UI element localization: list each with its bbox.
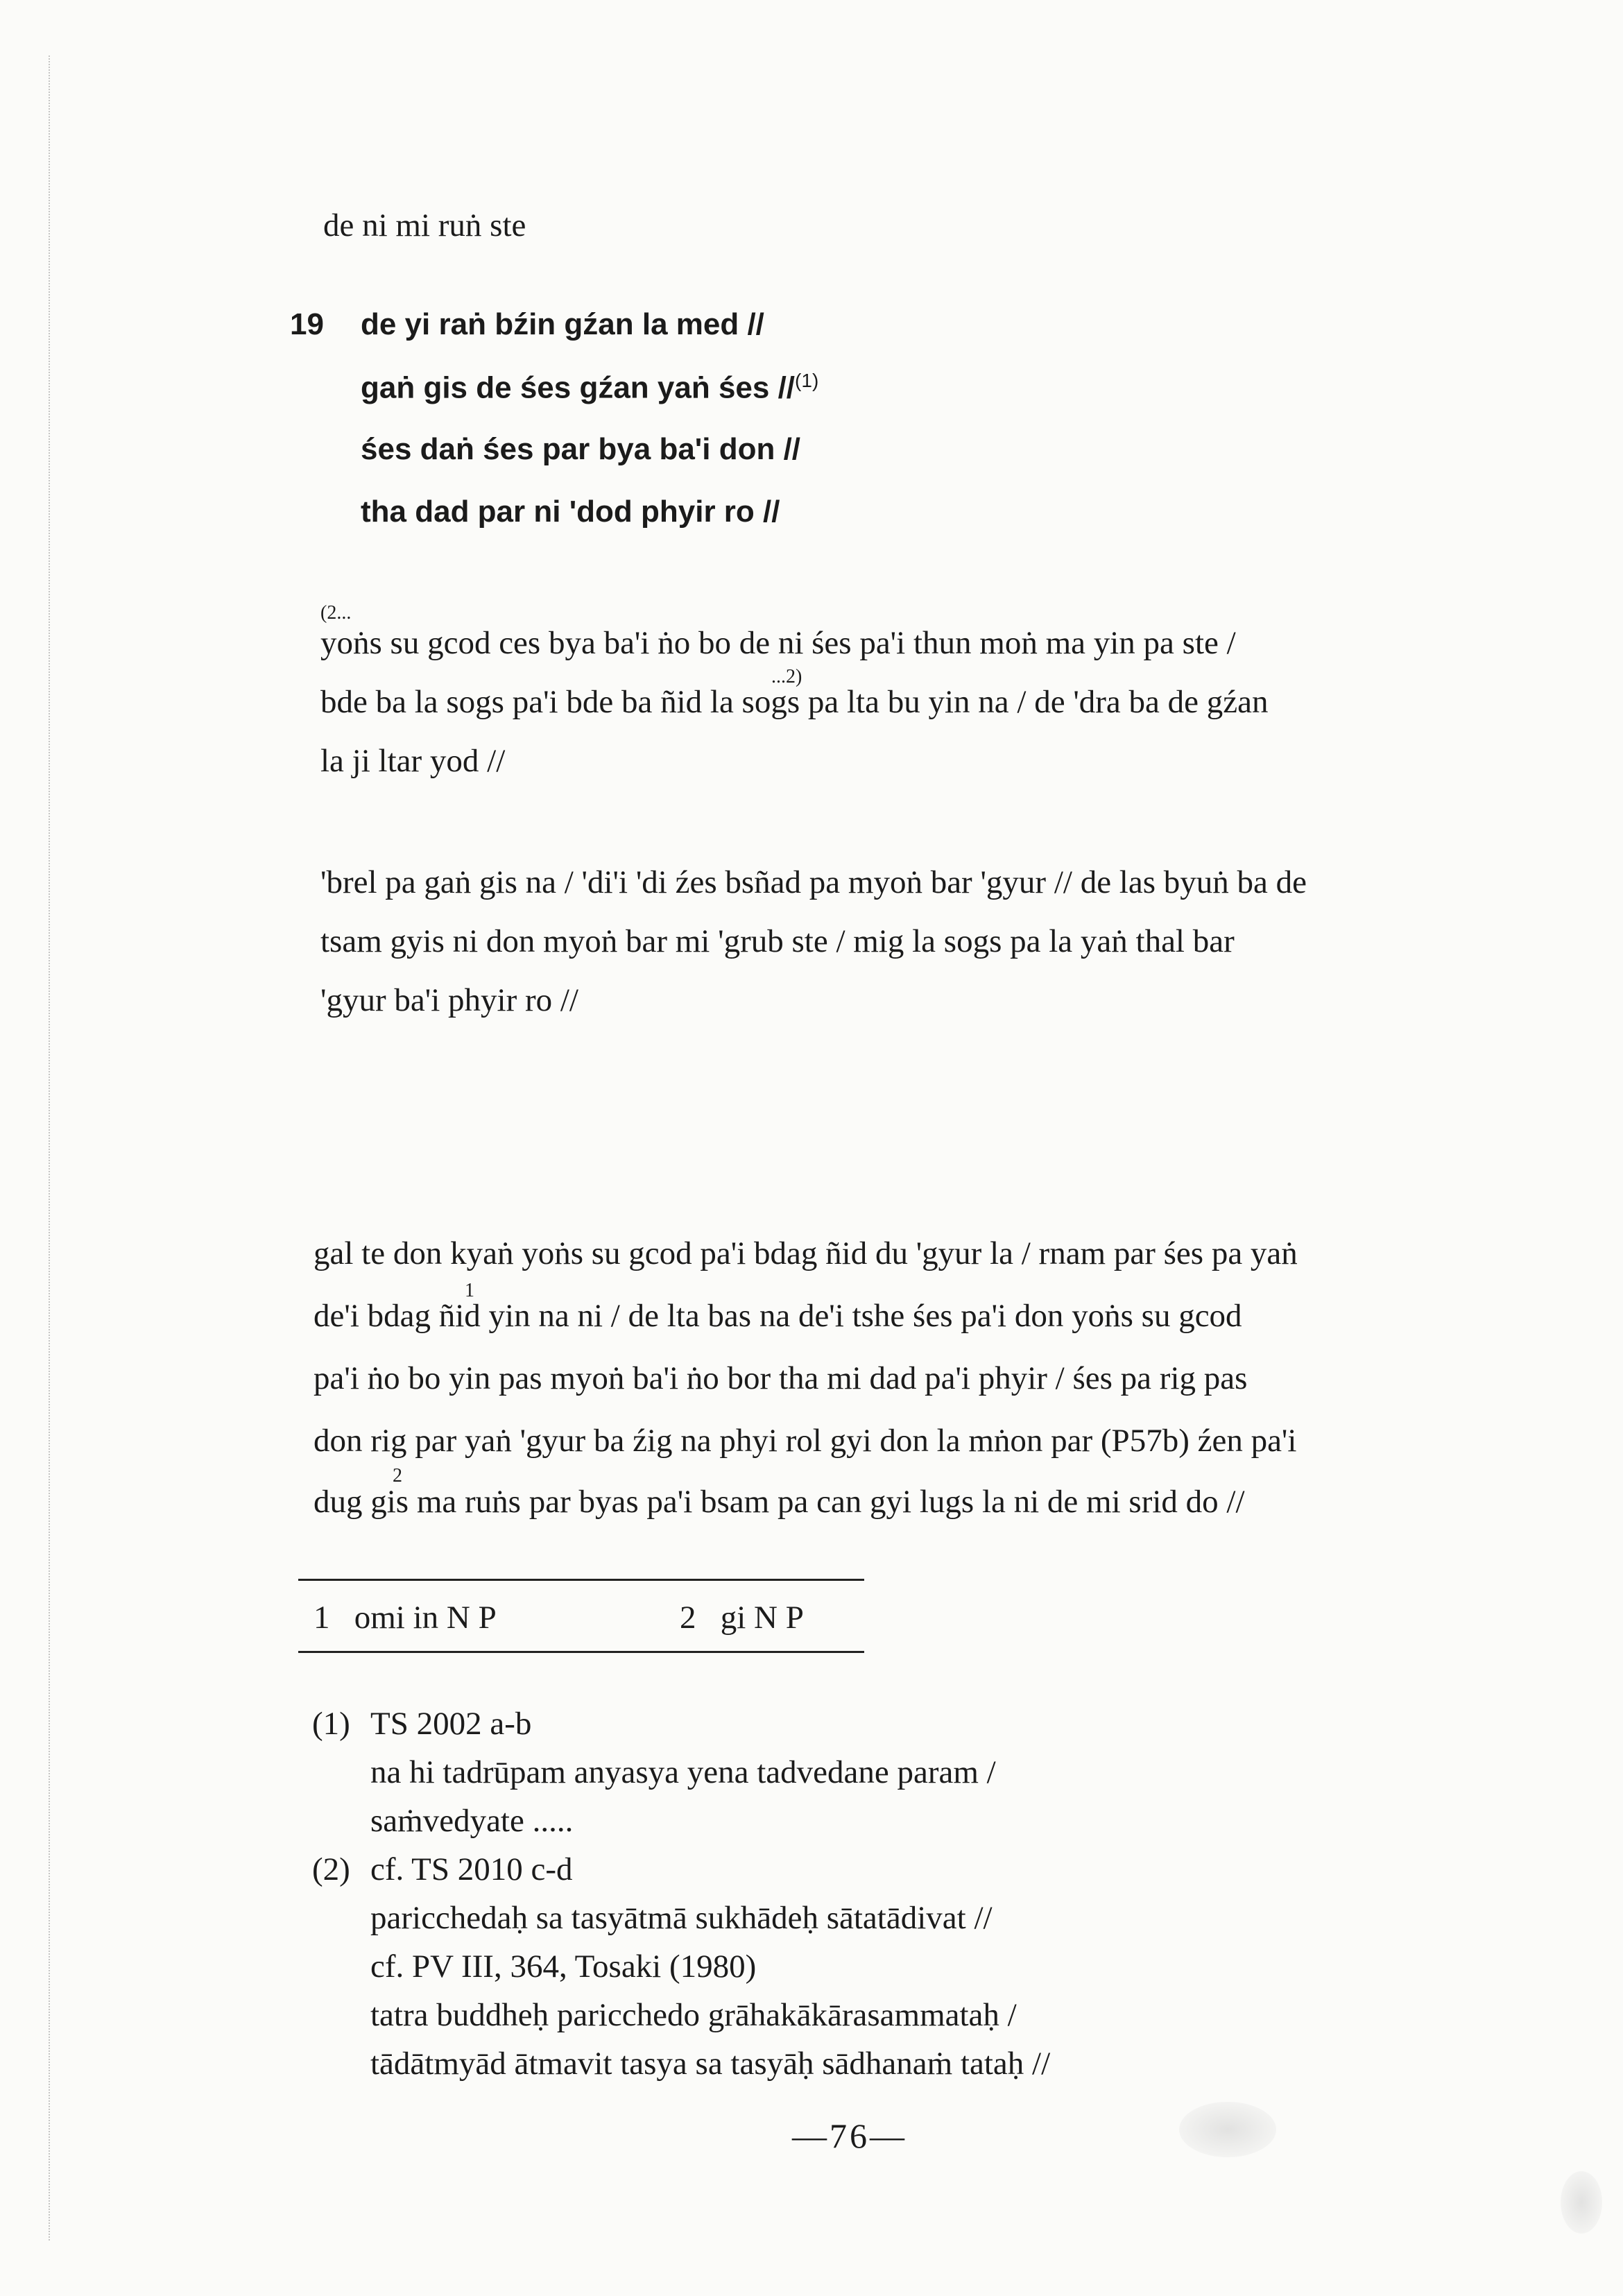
verse-number: 19: [290, 307, 324, 341]
footnote-label: (2): [312, 1851, 350, 1887]
text-line: 'gyur ba'i phyir ro //: [320, 982, 578, 1018]
footnote-line: paricchedaḥ sa tasyātmā sukhādeḥ sātatādivat //: [370, 1900, 993, 1936]
text-line: 'brel pa gaṅ gis na / 'di'i 'di źes bsñad pa myoṅ bar 'gyur // de las byuṅ ba de: [320, 864, 1307, 900]
divider: [298, 1579, 864, 1581]
text-line: tsam gyis ni don myoṅ bar mi 'grub ste / mig la sogs pa la yaṅ thal bar: [320, 923, 1235, 959]
verse-line: de yi raṅ bźin gźan la med //: [361, 307, 764, 341]
footnote-line: na hi tadrūpam anyasya yena tadvedane param /: [370, 1754, 996, 1790]
footnote-line: tatra buddheḥ paricchedo grāhakākārasammataḥ /: [370, 1997, 1017, 2033]
text-line: la ji ltar yod //: [320, 743, 506, 779]
footnote-line: tādātmyād ātmavit tasya sa tasyāḥ sādhanaṁ tataḥ //: [370, 2046, 1051, 2082]
text-line: dug gis ma ruṅs par byas pa'i bsam pa can gyi lugs la ni de mi srid do //: [314, 1484, 1245, 1520]
variant-reading: 1 omi in N P: [314, 1600, 497, 1636]
footnote-ref: ...2): [771, 666, 802, 687]
text-line: bde ba la sogs pa'i bde ba ñid la sogs pa lta bu yin na / de 'dra ba de gźan: [320, 684, 1269, 720]
footnote-line: saṁvedyate .....: [370, 1803, 574, 1839]
variant-mark: 2: [393, 1465, 402, 1487]
footnote-line: TS 2002 a-b: [370, 1706, 532, 1742]
text-line: gal te don kyaṅ yoṅs su gcod pa'i bdag ñid du 'gyur la / rnam par śes pa yaṅ: [314, 1235, 1298, 1271]
page-number: —76—: [792, 2116, 907, 2155]
divider: [298, 1651, 864, 1653]
footnote-line: cf. TS 2010 c-d: [370, 1851, 573, 1887]
verse-line: śes daṅ śes par bya ba'i don //: [361, 432, 801, 466]
text-line: don rig par yaṅ 'gyur ba źig na phyi rol gyi don la mṅon par (P57b) źen pa'i: [314, 1423, 1297, 1459]
footnote-ref: (2...: [320, 602, 352, 624]
footnote-label: (1): [312, 1706, 350, 1742]
variant-mark: 1: [465, 1280, 474, 1301]
text-line: de'i bdag ñid yin na ni / de lta bas na de'i tshe śes pa'i don yoṅs su gcod: [314, 1298, 1242, 1334]
text-line: pa'i ṅo bo yin pas myoṅ ba'i ṅo bor tha mi dad pa'i phyir / śes pa rig pas: [314, 1360, 1248, 1396]
verse-line: gaṅ gis de śes gźan yaṅ śes //$^{(1)}$: [361, 370, 819, 405]
scan-smudge: [1179, 2102, 1276, 2157]
variant-reading: 2 gi N P: [680, 1600, 804, 1636]
scan-margin-dots: [49, 55, 55, 2241]
scan-smudge: [1561, 2171, 1602, 2234]
verse-line: tha dad par ni 'dod phyir ro //: [361, 495, 780, 529]
intro-line: de ni mi ruṅ ste: [323, 207, 526, 243]
footnote-ref: (1): [795, 370, 819, 391]
text-line: yoṅs su gcod ces bya ba'i ṅo bo de ni śes pa'i thun moṅ ma yin pa ste /: [320, 625, 1236, 661]
footnote-line: cf. PV III, 364, Tosaki (1980): [370, 1948, 757, 1985]
